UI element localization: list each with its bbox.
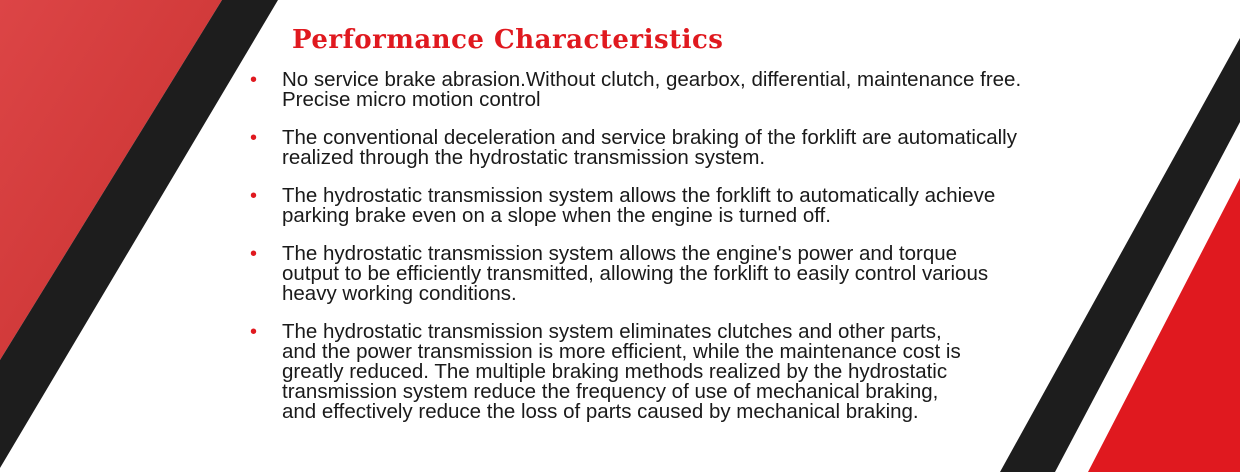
feature-text-line: Precise micro motion control	[282, 88, 541, 111]
feature-item	[248, 186, 1168, 226]
feature-text	[282, 322, 1168, 422]
feature-text-line: The hydrostatic transmission system eliminates clutches and other parts,	[282, 320, 942, 343]
feature-text	[282, 128, 1168, 168]
page-title: Performance Characteristics	[292, 25, 724, 55]
feature-text-line: and the power transmission is more efficient, while the maintenance cost is	[282, 340, 961, 363]
feature-text-line: No service brake abrasion.Without clutch, gearbox, differential, maintenance free.	[282, 68, 1022, 91]
bullet-icon: •	[250, 321, 258, 343]
feature-item	[248, 244, 1168, 304]
feature-text-line: parking brake even on a slope when the engine is turned off.	[282, 204, 831, 227]
feature-text-line: output to be efficiently transmitted, allowing the forklift to easily control various	[282, 262, 989, 285]
feature-text	[282, 186, 1168, 226]
feature-text-line: The hydrostatic transmission system allows the forklift to automatically achieve	[282, 184, 996, 207]
feature-text-line: transmission system reduce the frequency of use of mechanical braking,	[282, 380, 939, 403]
bullet-icon: •	[250, 69, 258, 91]
feature-text	[282, 244, 1168, 304]
bullet-icon: •	[250, 243, 258, 265]
feature-text	[282, 70, 1168, 110]
feature-text-line: The conventional deceleration and service braking of the forklift are automatically	[282, 126, 1017, 149]
feature-text-line: heavy working conditions.	[282, 282, 517, 305]
bullet-icon: •	[250, 185, 258, 207]
feature-item	[248, 70, 1168, 110]
feature-text-line: realized through the hydrostatic transmission system.	[282, 146, 766, 169]
feature-item	[248, 128, 1168, 168]
feature-text-line: greatly reduced. The multiple braking methods realized by the hydrostatic	[282, 360, 948, 383]
feature-item	[248, 322, 1168, 422]
bullet-icon: •	[250, 127, 258, 149]
feature-text-line: and effectively reduce the loss of parts caused by mechanical braking.	[282, 400, 919, 423]
feature-text-line: The hydrostatic transmission system allows the engine's power and torque	[282, 242, 958, 265]
feature-list	[248, 70, 1168, 440]
